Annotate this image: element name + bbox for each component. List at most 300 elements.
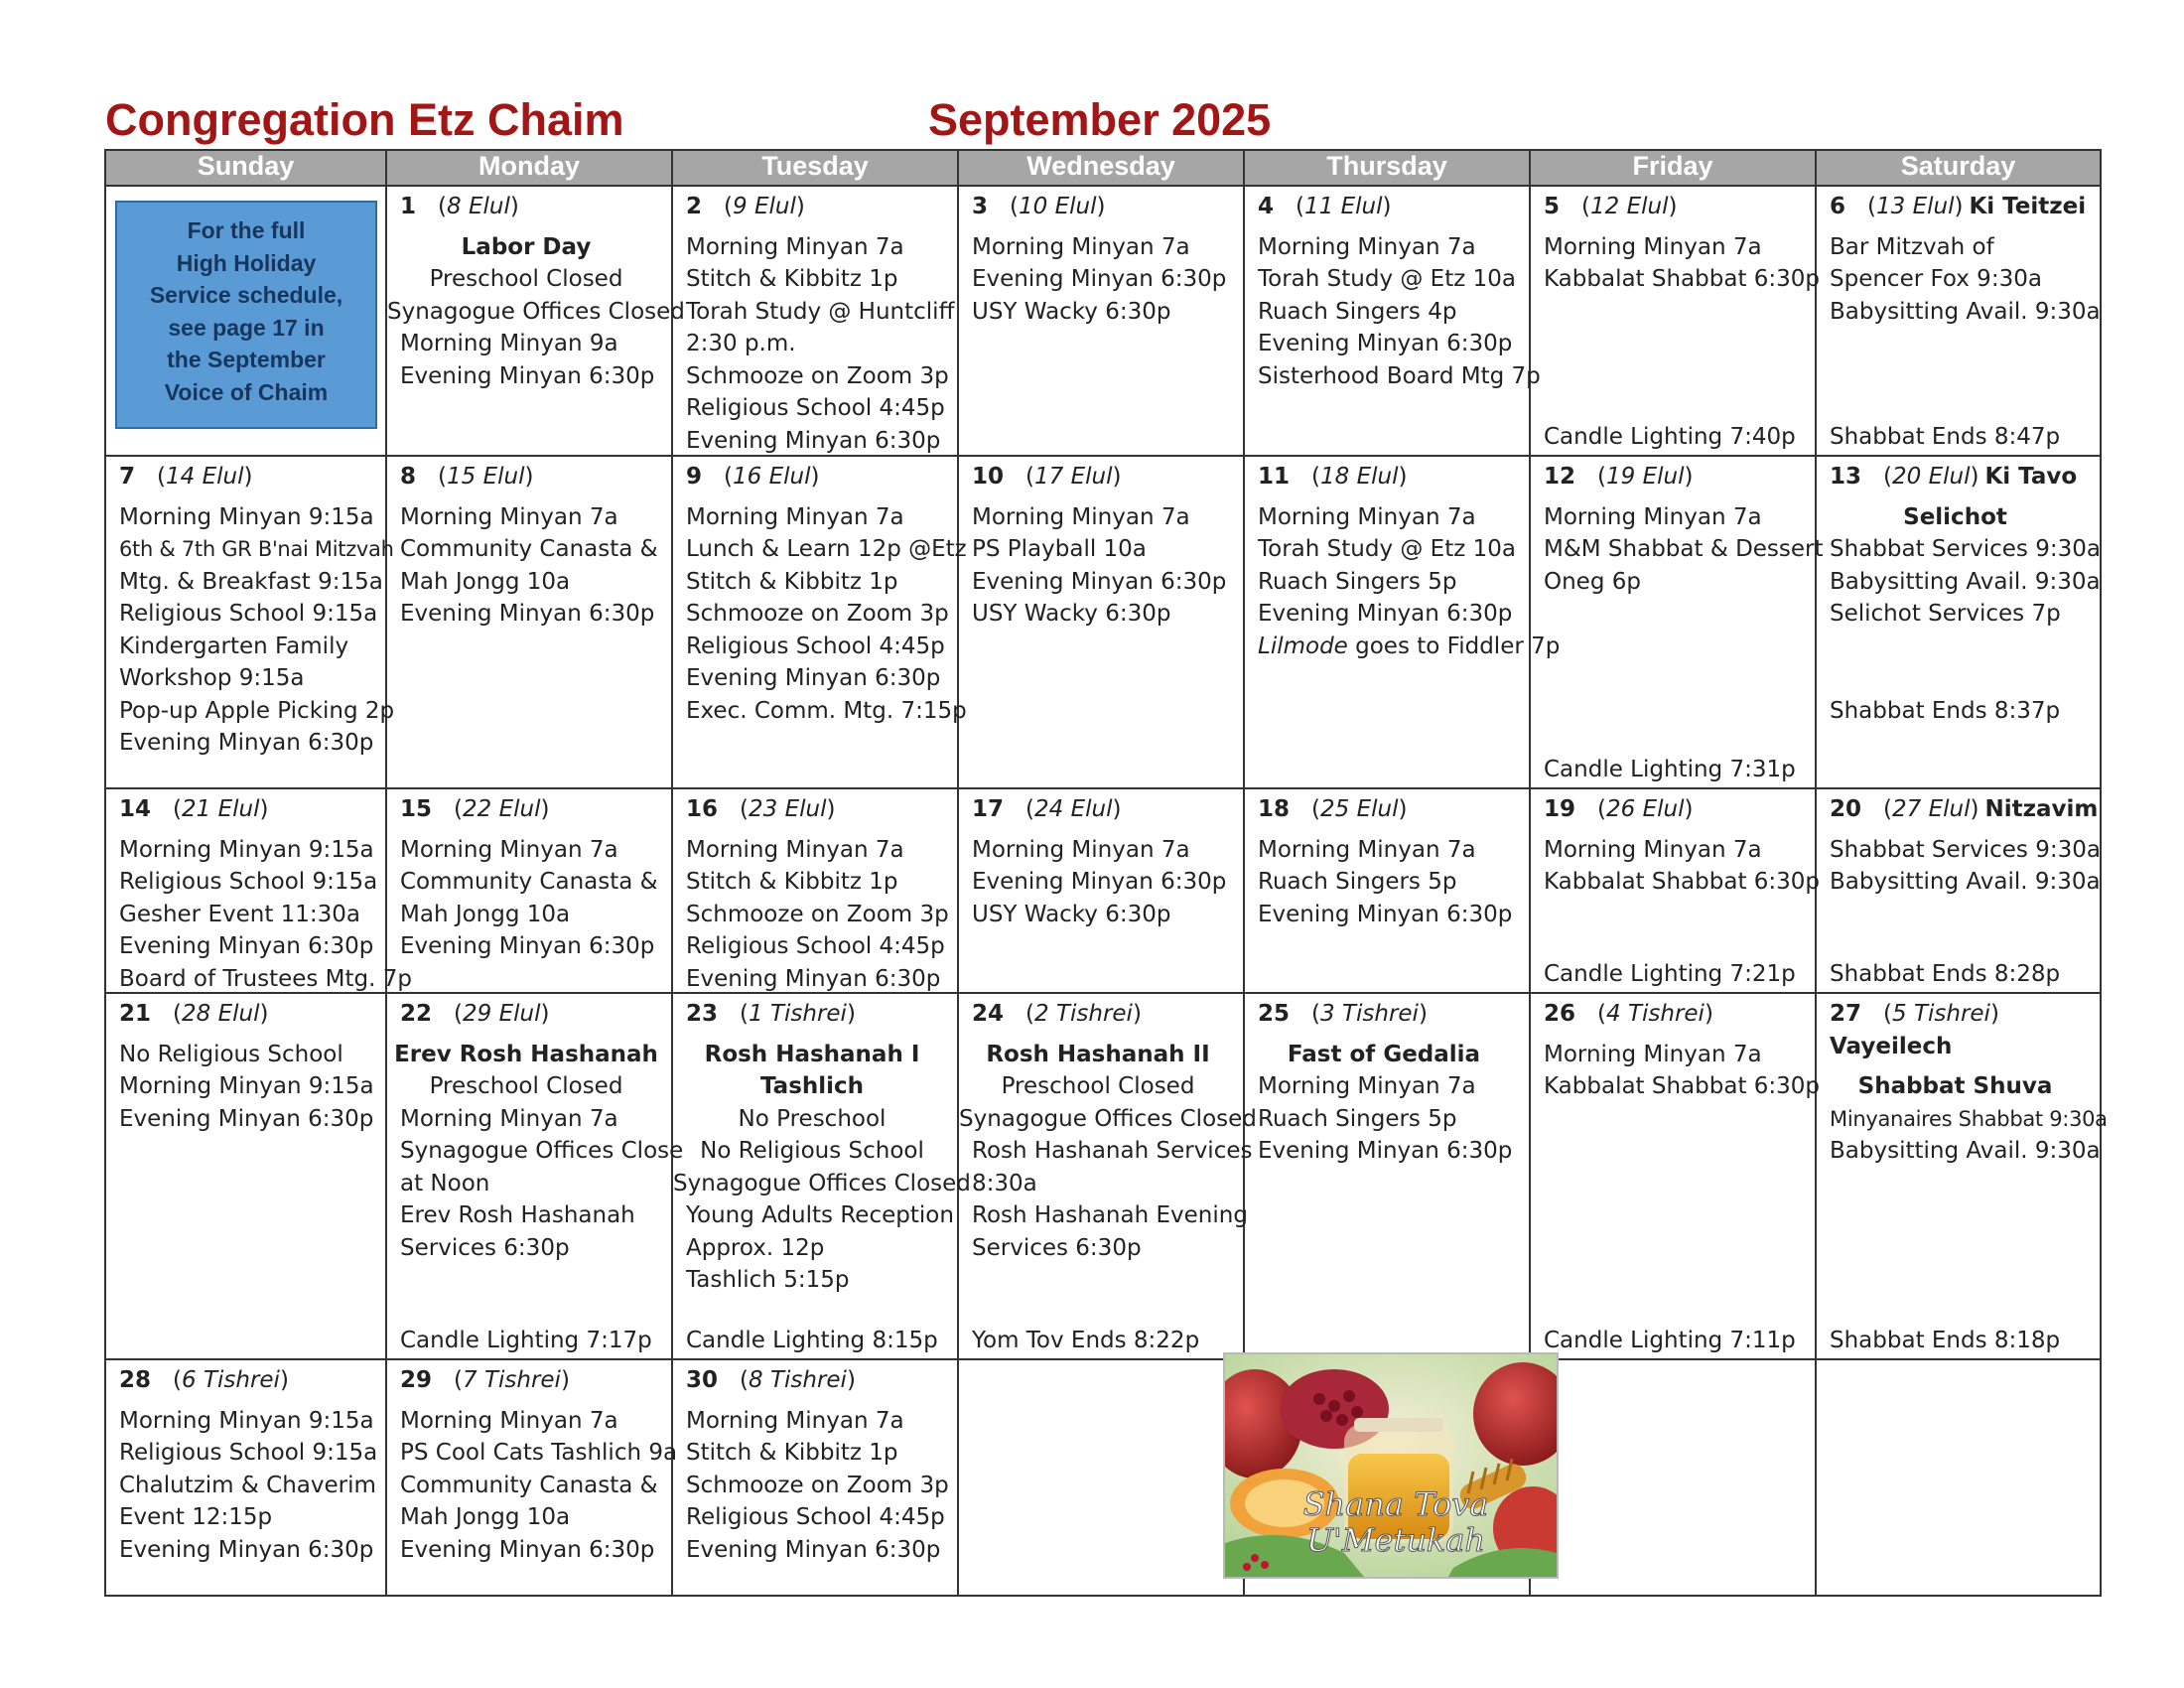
event-list [400, 1405, 678, 1567]
event-line: Schmooze on Zoom 3p [686, 362, 949, 389]
event-line: Ruach Singers 5p [1258, 1105, 1457, 1132]
event-line: Kabbalat Shabbat 6:30p [1544, 869, 1821, 895]
event-line: Lunch & Learn 12p @Etz [686, 536, 967, 562]
paren-open: ( [1867, 194, 1876, 219]
day-footer-time: Candle Lighting 7:31p [1544, 756, 1796, 782]
note-line: Voice of Chaim [164, 378, 329, 405]
weekday-tuesday: Tuesday [672, 150, 958, 186]
day-cell-thursday [1244, 186, 1541, 456]
day-footer-time: Shabbat Ends 8:47p [1830, 423, 2061, 450]
event-line: Selichot [1903, 503, 2007, 530]
hebrew-date: 23 Elul [749, 796, 827, 822]
day-cell-friday [1530, 1359, 1816, 1596]
event-line: Evening Minyan 6:30p [1258, 1138, 1513, 1164]
event-line: Labor Day [461, 233, 592, 260]
event-line: Synagogue Offices Closed [959, 1105, 1257, 1132]
rosh-hashanah-illustration [1225, 1354, 1557, 1577]
day-header [1258, 461, 1523, 493]
day-header [119, 461, 379, 493]
day-footer-time: Shabbat Ends 8:28p [1830, 960, 2061, 987]
event-list [387, 231, 685, 393]
event-line: Ruach Singers 5p [1258, 869, 1457, 895]
event-line: Tashlich [759, 1073, 865, 1099]
hebrew-date: 5 Tishrei [1892, 1001, 1990, 1027]
event-line: Evening Minyan 6:30p [400, 1536, 655, 1563]
event-line: Torah Study @ Huntcliff [686, 298, 955, 325]
day-cell-content [959, 789, 1243, 992]
event-line: Shabbat Services 9:30a [1830, 836, 2101, 863]
hebrew-date: 27 Elul [1892, 796, 1971, 822]
day-cell-tuesday [672, 1359, 958, 1596]
event-line: Morning Minyan 7a [972, 503, 1190, 530]
day-cell-content [959, 1360, 1243, 1595]
event-line: Religious School 9:15a [119, 869, 378, 895]
week-row [105, 186, 2101, 456]
hebrew-date: 9 Elul [733, 194, 796, 219]
hebrew-date: 3 Tishrei [1320, 1001, 1419, 1027]
paren-open: ( [1010, 194, 1019, 219]
day-footer-time: Candle Lighting 7:17p [400, 1327, 652, 1353]
day-header [119, 998, 379, 1031]
event-list [1830, 834, 2101, 899]
day-header [1544, 461, 1809, 493]
day-header [1830, 998, 2094, 1031]
event-line: Chalutzim & Chaverim [119, 1472, 376, 1498]
day-cell-friday [1530, 788, 1821, 993]
event-line: Morning Minyan 9a [400, 331, 618, 356]
event-line: Evening Minyan 6:30p [1258, 331, 1513, 356]
paren-close: ) [1970, 796, 1979, 822]
day-cell-monday [386, 186, 685, 456]
note-line: Service schedule, [149, 282, 343, 308]
paren-open: ( [454, 1001, 463, 1027]
event-list [1258, 501, 1561, 663]
event-line: Selichot Services 7p [1830, 601, 2061, 627]
day-footer-time: Yom Tov Ends 8:22p [972, 1327, 1200, 1353]
day-header [686, 191, 951, 223]
event-line: Morning Minyan 7a [686, 233, 904, 260]
event-list [119, 1405, 379, 1567]
event-line: USY Wacky 6:30p [972, 601, 1171, 627]
paren-open: ( [1311, 464, 1320, 490]
torah-portion: Nitzavim [1984, 796, 2099, 822]
hebrew-date: 16 Elul [733, 464, 811, 490]
hebrew-date: 8 Tishrei [749, 1367, 847, 1393]
paren-close: ) [1112, 464, 1122, 490]
day-header [972, 461, 1237, 493]
event-line: Fast of Gedalia [1287, 1041, 1481, 1067]
paren-open: ( [1025, 464, 1034, 490]
caption-line1: Shana Tova [1302, 1485, 1489, 1523]
event-line: Preschool Closed [429, 1073, 623, 1099]
paren-close: ) [524, 464, 534, 490]
day-cell-saturday [1816, 186, 2101, 456]
day-footer-time: Candle Lighting 7:40p [1544, 423, 1796, 450]
event-list [400, 834, 665, 963]
event-list [394, 1039, 684, 1265]
paren-close: ) [509, 194, 519, 219]
event-list [686, 231, 955, 458]
day-cell-content [387, 187, 685, 455]
event-line: Morning Minyan 7a [400, 836, 618, 863]
day-cell-content [959, 994, 1257, 1358]
event-line: Morning Minyan 7a [686, 836, 904, 863]
day-number: 17 [972, 796, 1005, 822]
day-cell-wednesday [958, 993, 1257, 1359]
day-number: 16 [686, 796, 719, 822]
event-line: Board of Trustees Mtg. 7p [119, 965, 413, 992]
day-cell-content [1531, 789, 1821, 992]
day-cell-content [959, 187, 1243, 455]
day-cell-wednesday [958, 186, 1244, 456]
event-line: Stitch & Kibbitz 1p [686, 869, 898, 895]
day-footer-time: Shabbat Ends 8:18p [1830, 1327, 2061, 1353]
event-line: Morning Minyan 7a [1258, 1073, 1476, 1099]
paren-open: ( [438, 194, 447, 219]
event-line: Preschool Closed [429, 266, 623, 292]
day-cell-thursday [1244, 993, 1530, 1359]
day-number: 5 [1544, 194, 1561, 219]
paren-open: ( [157, 464, 166, 490]
day-cell-content [673, 457, 967, 787]
event-line: PS Cool Cats Tashlich 9a [400, 1440, 678, 1466]
note-line: High Holiday [176, 249, 317, 276]
event-line: Religious School 9:15a [119, 601, 378, 627]
event-line: Stitch & Kibbitz 1p [686, 1440, 898, 1466]
event-line: Torah Study @ Etz 10a [1258, 266, 1516, 292]
hebrew-date: 18 Elul [1320, 464, 1399, 490]
day-cell-monday [386, 788, 672, 993]
paren-open: ( [1883, 796, 1892, 822]
paren-close: ) [279, 1367, 289, 1393]
day-cell-saturday [1816, 788, 2101, 993]
event-line: Babysitting Avail. 9:30a [1830, 1138, 2101, 1164]
hebrew-date: 29 Elul [463, 1001, 541, 1027]
week-row [105, 993, 2101, 1359]
event-line: Erev Rosh Hashanah [400, 1202, 635, 1228]
day-cell-content [1817, 994, 2108, 1358]
event-line: Evening Minyan 6:30p [119, 1536, 374, 1563]
event-line: Morning Minyan 7a [972, 233, 1190, 260]
paren-close: ) [1970, 464, 1979, 490]
note-line: For the full [187, 217, 306, 243]
day-cell-content [106, 789, 413, 992]
event-list [1830, 501, 2101, 728]
event-line: Morning Minyan 7a [1258, 233, 1476, 260]
high-holiday-note [115, 201, 377, 429]
paren-close: ) [1112, 796, 1122, 822]
event-line: Bar Mitzvah of [1830, 233, 1994, 260]
event-list [972, 834, 1237, 931]
day-number: 20 [1830, 796, 1862, 822]
weekday-header-row [105, 150, 2101, 186]
event-line: Kabbalat Shabbat 6:30p [1544, 266, 1821, 292]
event-line: Rosh Hashanah I [704, 1041, 920, 1067]
event-italic-part: Lilmode [1258, 633, 1348, 659]
event-list [972, 501, 1237, 631]
event-line: Stitch & Kibbitz 1p [686, 266, 898, 292]
event-line: Oneg 6p [1544, 568, 1641, 595]
hebrew-date: 25 Elul [1320, 796, 1399, 822]
weekday-sunday: Sunday [105, 150, 386, 186]
event-list [1544, 501, 1824, 599]
event-line: Evening Minyan 6:30p [686, 965, 941, 992]
day-header [972, 191, 1237, 223]
day-number: 4 [1258, 194, 1275, 219]
event-line: at Noon [400, 1170, 490, 1196]
day-cell-content [1817, 457, 2100, 787]
day-cell-content [106, 1360, 385, 1595]
paren-close: ) [810, 464, 820, 490]
event-line: Morning Minyan 7a [686, 1407, 904, 1434]
event-line [1830, 631, 2094, 663]
event-line: Evening Minyan 6:30p [1258, 601, 1513, 627]
day-number: 2 [686, 194, 703, 219]
event-line: Morning Minyan 7a [686, 503, 904, 530]
event-line: Shabbat Ends 8:37p [1830, 697, 2061, 724]
event-line: Synagogue Offices Closed [673, 1170, 971, 1196]
day-header [400, 461, 665, 493]
weekday-thursday: Thursday [1244, 150, 1530, 186]
page-title: Congregation Etz Chaim [105, 94, 624, 145]
calendar-grid [104, 149, 2108, 1597]
day-number: 9 [686, 464, 703, 490]
hebrew-date: 1 Tishrei [749, 1001, 847, 1027]
event-line: Morning Minyan 9:15a [119, 836, 374, 863]
day-cell-wednesday [958, 788, 1244, 993]
week-row [105, 788, 2101, 993]
event-line: 8:30a [972, 1170, 1037, 1196]
hebrew-date: 6 Tishrei [182, 1367, 280, 1393]
hebrew-date: 15 Elul [447, 464, 525, 490]
day-number: 6 [1830, 194, 1846, 219]
paren-close: ) [846, 1367, 856, 1393]
day-cell-saturday [1816, 456, 2101, 788]
event-line: Religious School 4:45p [686, 1504, 945, 1530]
paren-close: ) [1954, 194, 1964, 219]
paren-close: ) [243, 464, 253, 490]
event-line: Morning Minyan 7a [972, 836, 1190, 863]
day-cell-content [673, 994, 971, 1358]
event-line: Erev Rosh Hashanah [394, 1041, 658, 1067]
hebrew-date: 7 Tishrei [463, 1367, 561, 1393]
event-line: Exec. Comm. Mtg. 7:15p [686, 697, 967, 724]
event-line: USY Wacky 6:30p [972, 298, 1171, 325]
week-row [105, 1359, 2101, 1596]
day-number: 8 [400, 464, 417, 490]
event-list [1258, 834, 1523, 931]
paren-open: ( [740, 1367, 749, 1393]
day-number: 30 [686, 1367, 719, 1393]
event-list [972, 231, 1237, 329]
event-line: Babysitting Avail. 9:30a [1830, 869, 2101, 895]
day-cell-monday [386, 456, 672, 788]
day-header [1258, 191, 1523, 223]
day-header [1544, 191, 1809, 223]
day-header [686, 461, 951, 493]
week-row [105, 456, 2101, 788]
event-list [1544, 834, 1821, 899]
paren-close: ) [259, 1001, 269, 1027]
paren-open: ( [1311, 796, 1320, 822]
event-line: Morning Minyan 7a [400, 1105, 618, 1132]
day-cell-content [673, 187, 957, 455]
day-cell-sunday [105, 456, 395, 788]
day-number: 10 [972, 464, 1005, 490]
event-line: Schmooze on Zoom 3p [686, 901, 949, 927]
event-line: Young Adults Reception [686, 1202, 954, 1228]
event-line: Preschool Closed [1001, 1073, 1195, 1099]
paren-open: ( [1597, 796, 1606, 822]
day-footer-time: Candle Lighting 7:11p [1544, 1327, 1796, 1353]
event-line: Evening Minyan 6:30p [119, 933, 374, 959]
event-line: Approx. 12p [686, 1234, 825, 1261]
paren-open: ( [173, 796, 182, 822]
event-list [673, 1039, 971, 1297]
event-line: Ruach Singers 5p [1258, 568, 1457, 595]
day-footer-time: Candle Lighting 8:15p [686, 1327, 938, 1353]
day-header [119, 793, 379, 826]
event-list [1258, 231, 1541, 393]
paren-open: ( [740, 1001, 749, 1027]
event-line: Religious School 4:45p [686, 933, 945, 959]
hebrew-date: 17 Elul [1034, 464, 1113, 490]
day-header [1830, 793, 2099, 826]
event-line: Religious School 4:45p [686, 395, 945, 421]
day-header [119, 1364, 379, 1397]
event-list [1258, 1039, 1523, 1168]
paren-open: ( [1025, 1001, 1034, 1027]
hebrew-date: 12 Elul [1590, 194, 1669, 219]
day-number: 13 [1830, 464, 1862, 490]
paren-close: ) [1132, 1001, 1142, 1027]
event-line: Kindergarten Family [119, 633, 349, 659]
event-line: Torah Study @ Etz 10a [1258, 536, 1516, 562]
day-cell-saturday [1816, 993, 2108, 1359]
hebrew-date: 8 Elul [447, 194, 510, 219]
hebrew-date: 19 Elul [1606, 464, 1685, 490]
day-header [400, 191, 665, 223]
paren-open: ( [1883, 464, 1892, 490]
day-number: 1 [400, 194, 417, 219]
day-cell-sunday [105, 1359, 386, 1596]
day-header [972, 998, 1237, 1031]
event-line: Evening Minyan 6:30p [119, 730, 374, 756]
event-line: 2:30 p.m. [686, 331, 796, 356]
day-header [686, 1364, 951, 1397]
event-line: No Preschool [738, 1105, 887, 1132]
paren-open: ( [173, 1001, 182, 1027]
day-cell-content [106, 994, 385, 1358]
event-line: Pop-up Apple Picking 2p [119, 697, 395, 724]
day-cell-content [1245, 187, 1541, 455]
event-line: Event 12:15p [119, 1504, 273, 1530]
paren-open: ( [1581, 194, 1590, 219]
event-line: Spencer Fox 9:30a [1830, 266, 2042, 292]
event-list [1544, 231, 1821, 296]
day-number: 3 [972, 194, 989, 219]
day-cell-tuesday [672, 788, 958, 993]
event-list [400, 501, 665, 631]
day-cell-tuesday [672, 993, 971, 1359]
event-list [1830, 231, 2101, 329]
event-line: PS Playball 10a [972, 536, 1147, 562]
event-line: Kabbalat Shabbat 6:30p [1544, 1073, 1821, 1099]
event-line: Rosh Hashanah Evening [972, 1202, 1248, 1228]
hebrew-date: 14 Elul [166, 464, 244, 490]
day-header [1544, 793, 1809, 826]
paren-close: ) [1418, 1001, 1428, 1027]
event-line: Services 6:30p [972, 1234, 1142, 1261]
day-number: 12 [1544, 464, 1576, 490]
day-number: 23 [686, 1001, 719, 1027]
day-cell-content [1817, 789, 2100, 992]
event-list [119, 1039, 379, 1136]
paren-open: ( [173, 1367, 182, 1393]
day-cell-content [1245, 994, 1529, 1358]
day-cell-content [1531, 994, 1821, 1358]
day-number: 29 [400, 1367, 433, 1393]
paren-close: ) [1668, 194, 1678, 219]
day-header [1830, 191, 2094, 223]
day-cell-content [387, 457, 671, 787]
month-title: September 2025 [928, 94, 1272, 145]
paren-close: ) [1398, 464, 1408, 490]
caption-line2: U'Metukah [1305, 1521, 1486, 1559]
event-line: Gesher Event 11:30a [119, 901, 361, 927]
day-number: 21 [119, 1001, 152, 1027]
event-line: Morning Minyan 7a [400, 1407, 618, 1434]
event-line: Rosh Hashanah Services [972, 1138, 1253, 1164]
paren-open: ( [724, 464, 733, 490]
hebrew-date: 10 Elul [1019, 194, 1097, 219]
event-list [1544, 1039, 1821, 1103]
event-line: Religious School 4:45p [686, 633, 945, 659]
paren-close: ) [795, 194, 805, 219]
event-line: Evening Minyan 6:30p [686, 427, 941, 454]
hebrew-date: 2 Tishrei [1034, 1001, 1133, 1027]
day-cell-friday [1530, 456, 1824, 788]
day-cell-content [387, 994, 684, 1358]
event-line: Morning Minyan 7a [400, 503, 618, 530]
paren-open: ( [1296, 194, 1304, 219]
weekday-wednesday: Wednesday [958, 150, 1244, 186]
day-number: 14 [119, 796, 152, 822]
day-cell-content [1817, 1360, 2100, 1595]
day-cell-sunday [105, 993, 386, 1359]
paren-open: ( [1311, 1001, 1320, 1027]
hebrew-date: 4 Tishrei [1606, 1001, 1705, 1027]
paren-close: ) [259, 796, 269, 822]
day-header [686, 998, 951, 1031]
event-line: Morning Minyan 9:15a [119, 503, 374, 530]
paren-open: ( [454, 1367, 463, 1393]
day-cell-content [1817, 187, 2100, 455]
paren-close: ) [1382, 194, 1392, 219]
event-line: Mtg. & Breakfast 9:15a [119, 568, 383, 595]
event-line: Morning Minyan 7a [1544, 1041, 1762, 1067]
event-line: Schmooze on Zoom 3p [686, 1472, 949, 1498]
event-line: Sisterhood Board Mtg 7p [1258, 362, 1541, 389]
day-cell-content [387, 1360, 678, 1595]
hebrew-date: 11 Elul [1304, 194, 1383, 219]
day-header [972, 793, 1237, 826]
day-cell-content [1531, 457, 1824, 787]
event-line: Religious School 9:15a [119, 1440, 378, 1466]
day-number: 24 [972, 1001, 1005, 1027]
note-line: the September [167, 347, 326, 372]
event-line: Evening Minyan 6:30p [400, 933, 655, 959]
